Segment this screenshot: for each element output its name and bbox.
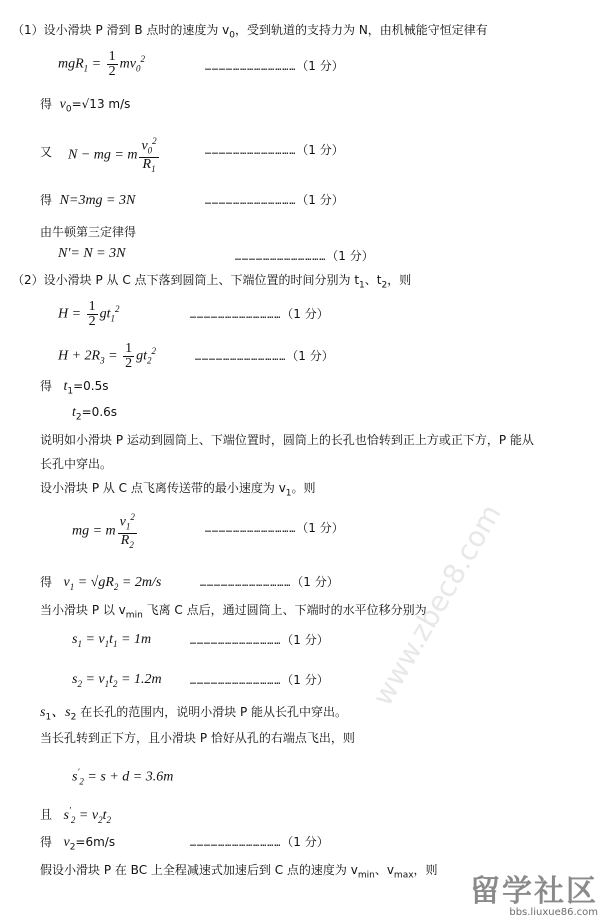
part1-heading: （1）设小滑块 P 滑到 B 点时的速度为 $v_0$，受到轨道的支持力为 N，由机械能守恒定律有 (12, 23, 488, 41)
dots-leader: …………………………………（1 分） (205, 59, 344, 73)
equation-s1: $s_1 = v_1t_1 = 1m$ (72, 632, 152, 649)
equation-s2-prime: $s'_2 = s + d = 3.6m$ (72, 767, 174, 787)
result-v1: 得 $v_1 = √gR_2 = 2m/s$ (40, 575, 162, 592)
equation-normal-force: N − mg = m $\frac{v_0^2}{R_1}$ (68, 136, 157, 175)
dots-leader: …………………………………（1 分） (205, 521, 344, 535)
result-t2: $t_2=0.6s$ (72, 405, 118, 423)
label-you: 又 (40, 145, 53, 159)
min-speed-intro: 设小滑块 P 从 C 点飞离传送带的最小速度为 $v_1$。则 (40, 481, 316, 499)
dots-leader: …………………………………（1 分） (190, 633, 329, 647)
dots-leader: …………………………………（1 分） (190, 835, 329, 849)
equation-s2-prime-v2: 且 $s'_2 = v_2t_2$ (40, 805, 111, 825)
equation-s2: $s_2 = v_1t_2 = 1.2m$ (72, 672, 162, 689)
equation-energy: mgR$_1$ = $\frac{1}{2}$ $mv_0^2$ (58, 49, 145, 79)
lower-position-intro: 当长孔转到正下方，且小滑块 P 恰好从孔的右端点飞出，则 (40, 731, 355, 745)
dots-leader: …………………………………（1 分） (190, 307, 329, 321)
newton-third-law: 由牛顿第三定律得 (40, 225, 137, 239)
dots-leader: …………………………………（1 分） (205, 193, 344, 207)
equation-min-speed: mg = m $\frac{v_1^2}{R_2}$ (72, 512, 135, 551)
result-t1: 得 $t_1=0.5s$ (40, 379, 109, 397)
dots-leader: …………………………………（1 分） (205, 143, 344, 157)
result-v2: 得 $v_2=6m/s$ (40, 835, 116, 853)
dots-leader: …………………………………（1 分） (235, 249, 374, 263)
watermark: www.zbec8.com (365, 498, 508, 712)
equation-N-prime: N′= N = 3N (58, 246, 126, 261)
part2-heading: （2）设小滑块 P 从 C 点下落到圆筒上、下端位置的时间分别为 $t_1$、$t_2$，则 (12, 273, 412, 291)
range-conclusion: $s_1$、$s_2$ 在长孔的范围内，说明小滑块 P 能从长孔中穿出。 (40, 705, 348, 723)
result-N: 得 N=3mg = 3N (40, 193, 136, 208)
result-v0: 得 $v_0=√13$ m/s (40, 97, 131, 115)
assumption-line: 假设小滑块 P 在 BC 上全程减速式加速后到 C 点的速度为 $v_{min}$、$v_{max}$，则 (40, 863, 438, 881)
site-logo: 留学社区 bbs.liuxue86.com (470, 874, 598, 918)
explanation-line2: 长孔中穿出。 (40, 457, 113, 471)
dots-leader: …………………………………（1 分） (195, 349, 334, 363)
dots-leader: …………………………………（1 分） (200, 575, 339, 589)
equation-fall-top: H = $\frac{1}{2}$ $gt_1^2$ (58, 299, 120, 329)
horizontal-displacement-intro: 当小滑块 P 以 $v_{min}$ 飞离 C 点后，通过圆筒上、下端时的水平位移分别为 (40, 603, 427, 621)
equation-fall-bottom: $H + 2R_3$ = $\frac{1}{2}$ $gt_2^2$ (58, 341, 156, 371)
explanation-line1: 说明如小滑块 P 运动到圆筒上、下端位置时，圆筒上的长孔也恰转到正上方或正下方，P 能从 (40, 433, 534, 447)
dots-leader: …………………………………（1 分） (190, 673, 329, 687)
